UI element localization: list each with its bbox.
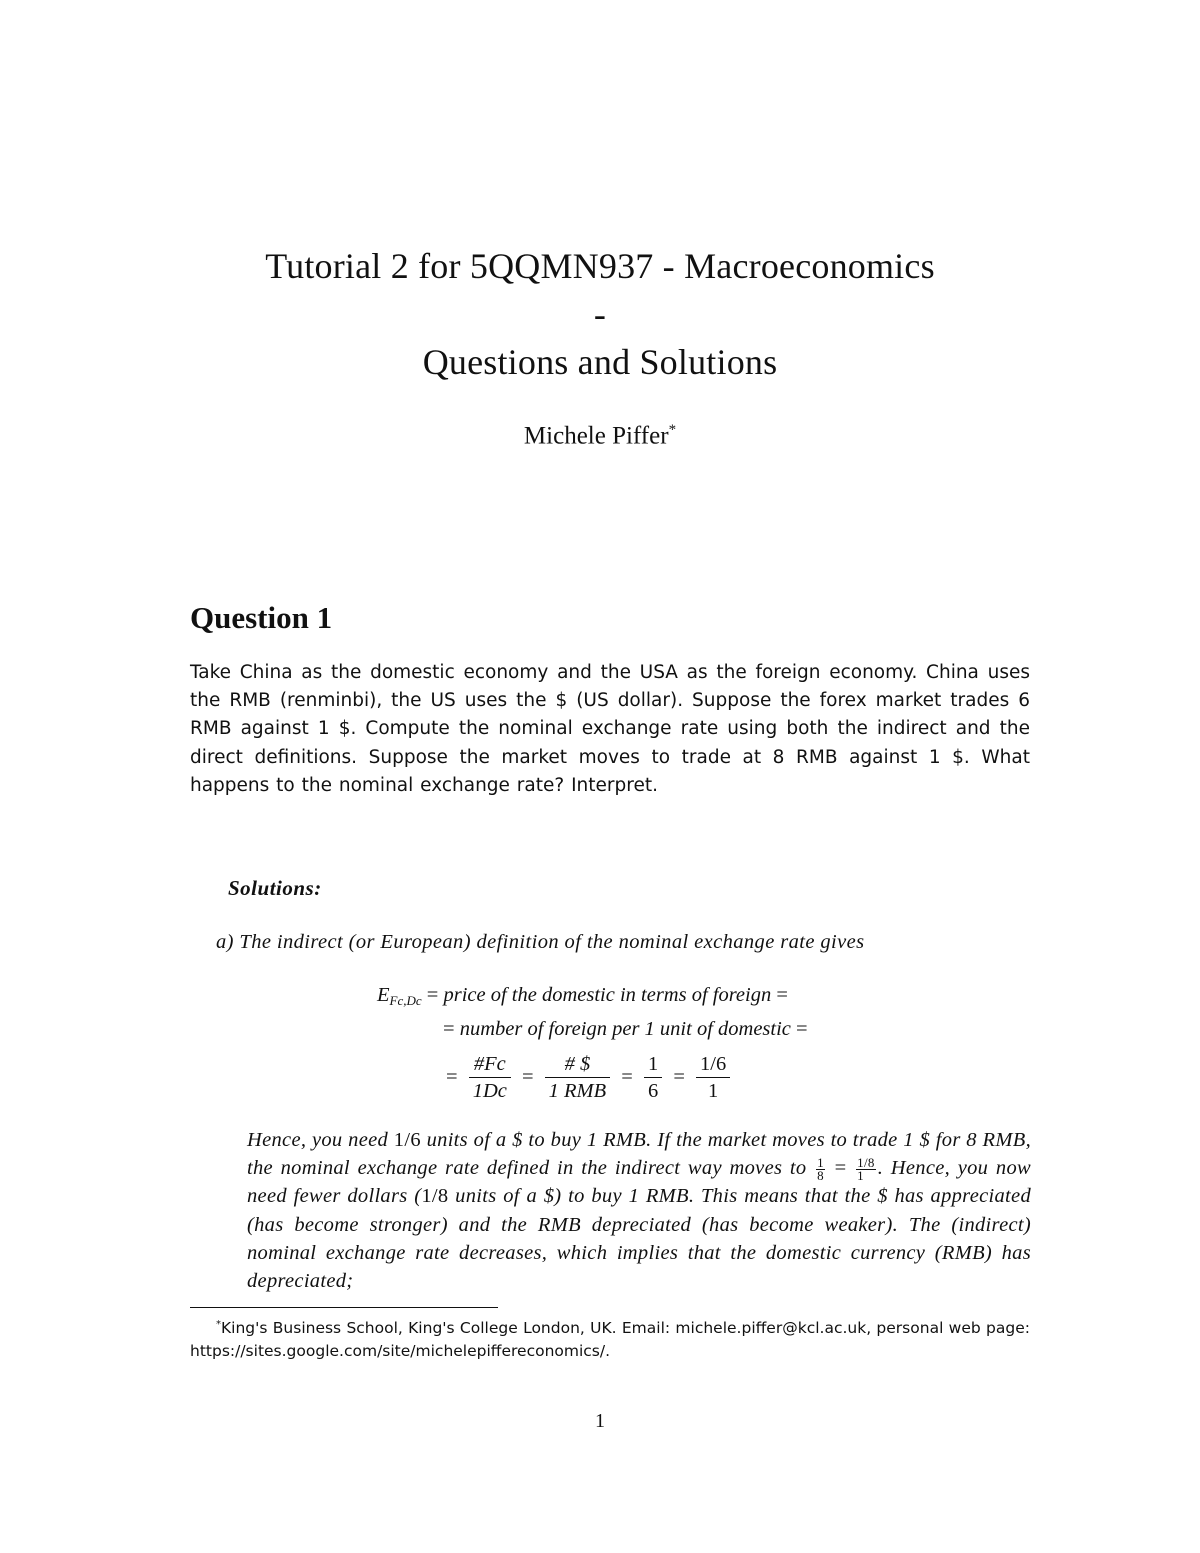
explanation-text: units of a $) to buy 1 RMB. This means that the $ has appreciated (has become stronger) and the RMB depreciated (has become weaker). The (indirect) nominal exchange rate decreases, which implies that the domestic currency (RMB) has depreciated;: [247, 1185, 1031, 1293]
fraction-one-sixth: [644, 1052, 662, 1103]
page-number: 1: [595, 1410, 605, 1432]
fraction-numerator: #Fc: [469, 1052, 511, 1078]
small-fraction-eighth-over-one: [856, 1157, 876, 1182]
fraction-numerator: 1: [644, 1052, 662, 1078]
fraction-numerator: 1: [817, 1155, 824, 1170]
fraction-dollar-rmb: [545, 1052, 611, 1103]
fraction-sixth-over-one: [696, 1052, 730, 1103]
fraction-denominator: 1: [857, 1168, 864, 1183]
eq-sign: =: [673, 1066, 685, 1088]
eq-sign: =: [834, 1157, 847, 1180]
fraction-numerator: # $: [545, 1052, 611, 1078]
explanation-value: 1/8: [421, 1185, 449, 1208]
item-a-text: The indirect (or European) definition of the nominal exchange rate gives: [239, 931, 865, 953]
explanation-text: Hence, you need: [247, 1129, 394, 1151]
eq-line1-rhs: price of the domestic in terms of foreign: [443, 984, 772, 1006]
eq-sign: =: [446, 1066, 458, 1088]
eq-sign: =: [521, 1066, 534, 1088]
eq-sign: =: [776, 984, 788, 1006]
author-name: Michele Piffer: [523, 422, 669, 450]
fraction-numerator: 1/8: [857, 1155, 875, 1170]
eq-sign: =: [796, 1018, 808, 1040]
fraction-denominator: 1: [708, 1080, 719, 1102]
footnote-mark: *: [216, 1319, 221, 1330]
fraction-denominator: 6: [647, 1080, 659, 1102]
footnote-rule: [190, 1307, 498, 1308]
equation-line-2: [443, 1018, 808, 1041]
solutions-heading: Solutions:: [228, 876, 322, 900]
solution-item-a: [216, 931, 865, 954]
eq-sign: =: [621, 1066, 633, 1088]
small-fraction-one-eighth: [816, 1157, 825, 1182]
footnote-text: King's Business School, King's College London, UK. Email: michele.piffer@kcl.ac.uk, personal web page: https://sites.google.com/site/michelepiffereconomics/.: [190, 1319, 1030, 1361]
question-heading: Question 1: [190, 600, 333, 635]
explanation-value: 1/6: [393, 1129, 421, 1151]
author-footnote-mark: *: [668, 422, 677, 438]
fraction-numerator: 1/6: [696, 1052, 730, 1078]
author: [0, 422, 1200, 450]
eq-lhs-subscript: Fc,Dc: [389, 993, 422, 1008]
equation-line-1: [377, 984, 788, 1009]
fraction-fc-dc: [469, 1052, 511, 1103]
title-line-2: -: [593, 294, 607, 334]
fraction-denominator: 1Dc: [472, 1080, 507, 1102]
solution-explanation: [247, 1126, 1031, 1295]
title-line-3: Questions and Solutions: [422, 342, 778, 382]
footnote: [190, 1313, 1030, 1363]
eq-lhs-symbol: E: [377, 984, 390, 1006]
question-text: Take China as the domestic economy and the USA as the foreign economy. China uses the RMB (renminbi), the US uses the $ (US dollar). Suppose the forex market trades 6 RMB against 1 $. Compute the nominal exchange rate using both the indirect and the direct definitions. Suppose the market moves to trade at 8 RMB against 1 $. What happens to the nominal exchange rate? Interpret.: [190, 662, 1030, 796]
eq-sign: =: [443, 1018, 455, 1040]
fraction-denominator: 8: [817, 1168, 824, 1183]
explanation-text: units of a $ to buy 1 RMB. If the market moves to trade 1 $ for 8 RMB, the nominal exchange rate defined in the indirect way moves to: [247, 1129, 1032, 1180]
eq-line2-rhs: number of foreign per 1 unit of domestic: [459, 1018, 791, 1040]
item-a-label: a): [216, 931, 234, 953]
eq-sign: =: [426, 984, 439, 1006]
fraction-denominator: 1 RMB: [548, 1080, 607, 1102]
title-line-1: Tutorial 2 for 5QQMN937 - Macroeconomics: [265, 246, 935, 286]
explanation-text: . Hence, you now need fewer dollars (: [247, 1157, 1031, 1208]
equation-line-3: [443, 1052, 733, 1103]
